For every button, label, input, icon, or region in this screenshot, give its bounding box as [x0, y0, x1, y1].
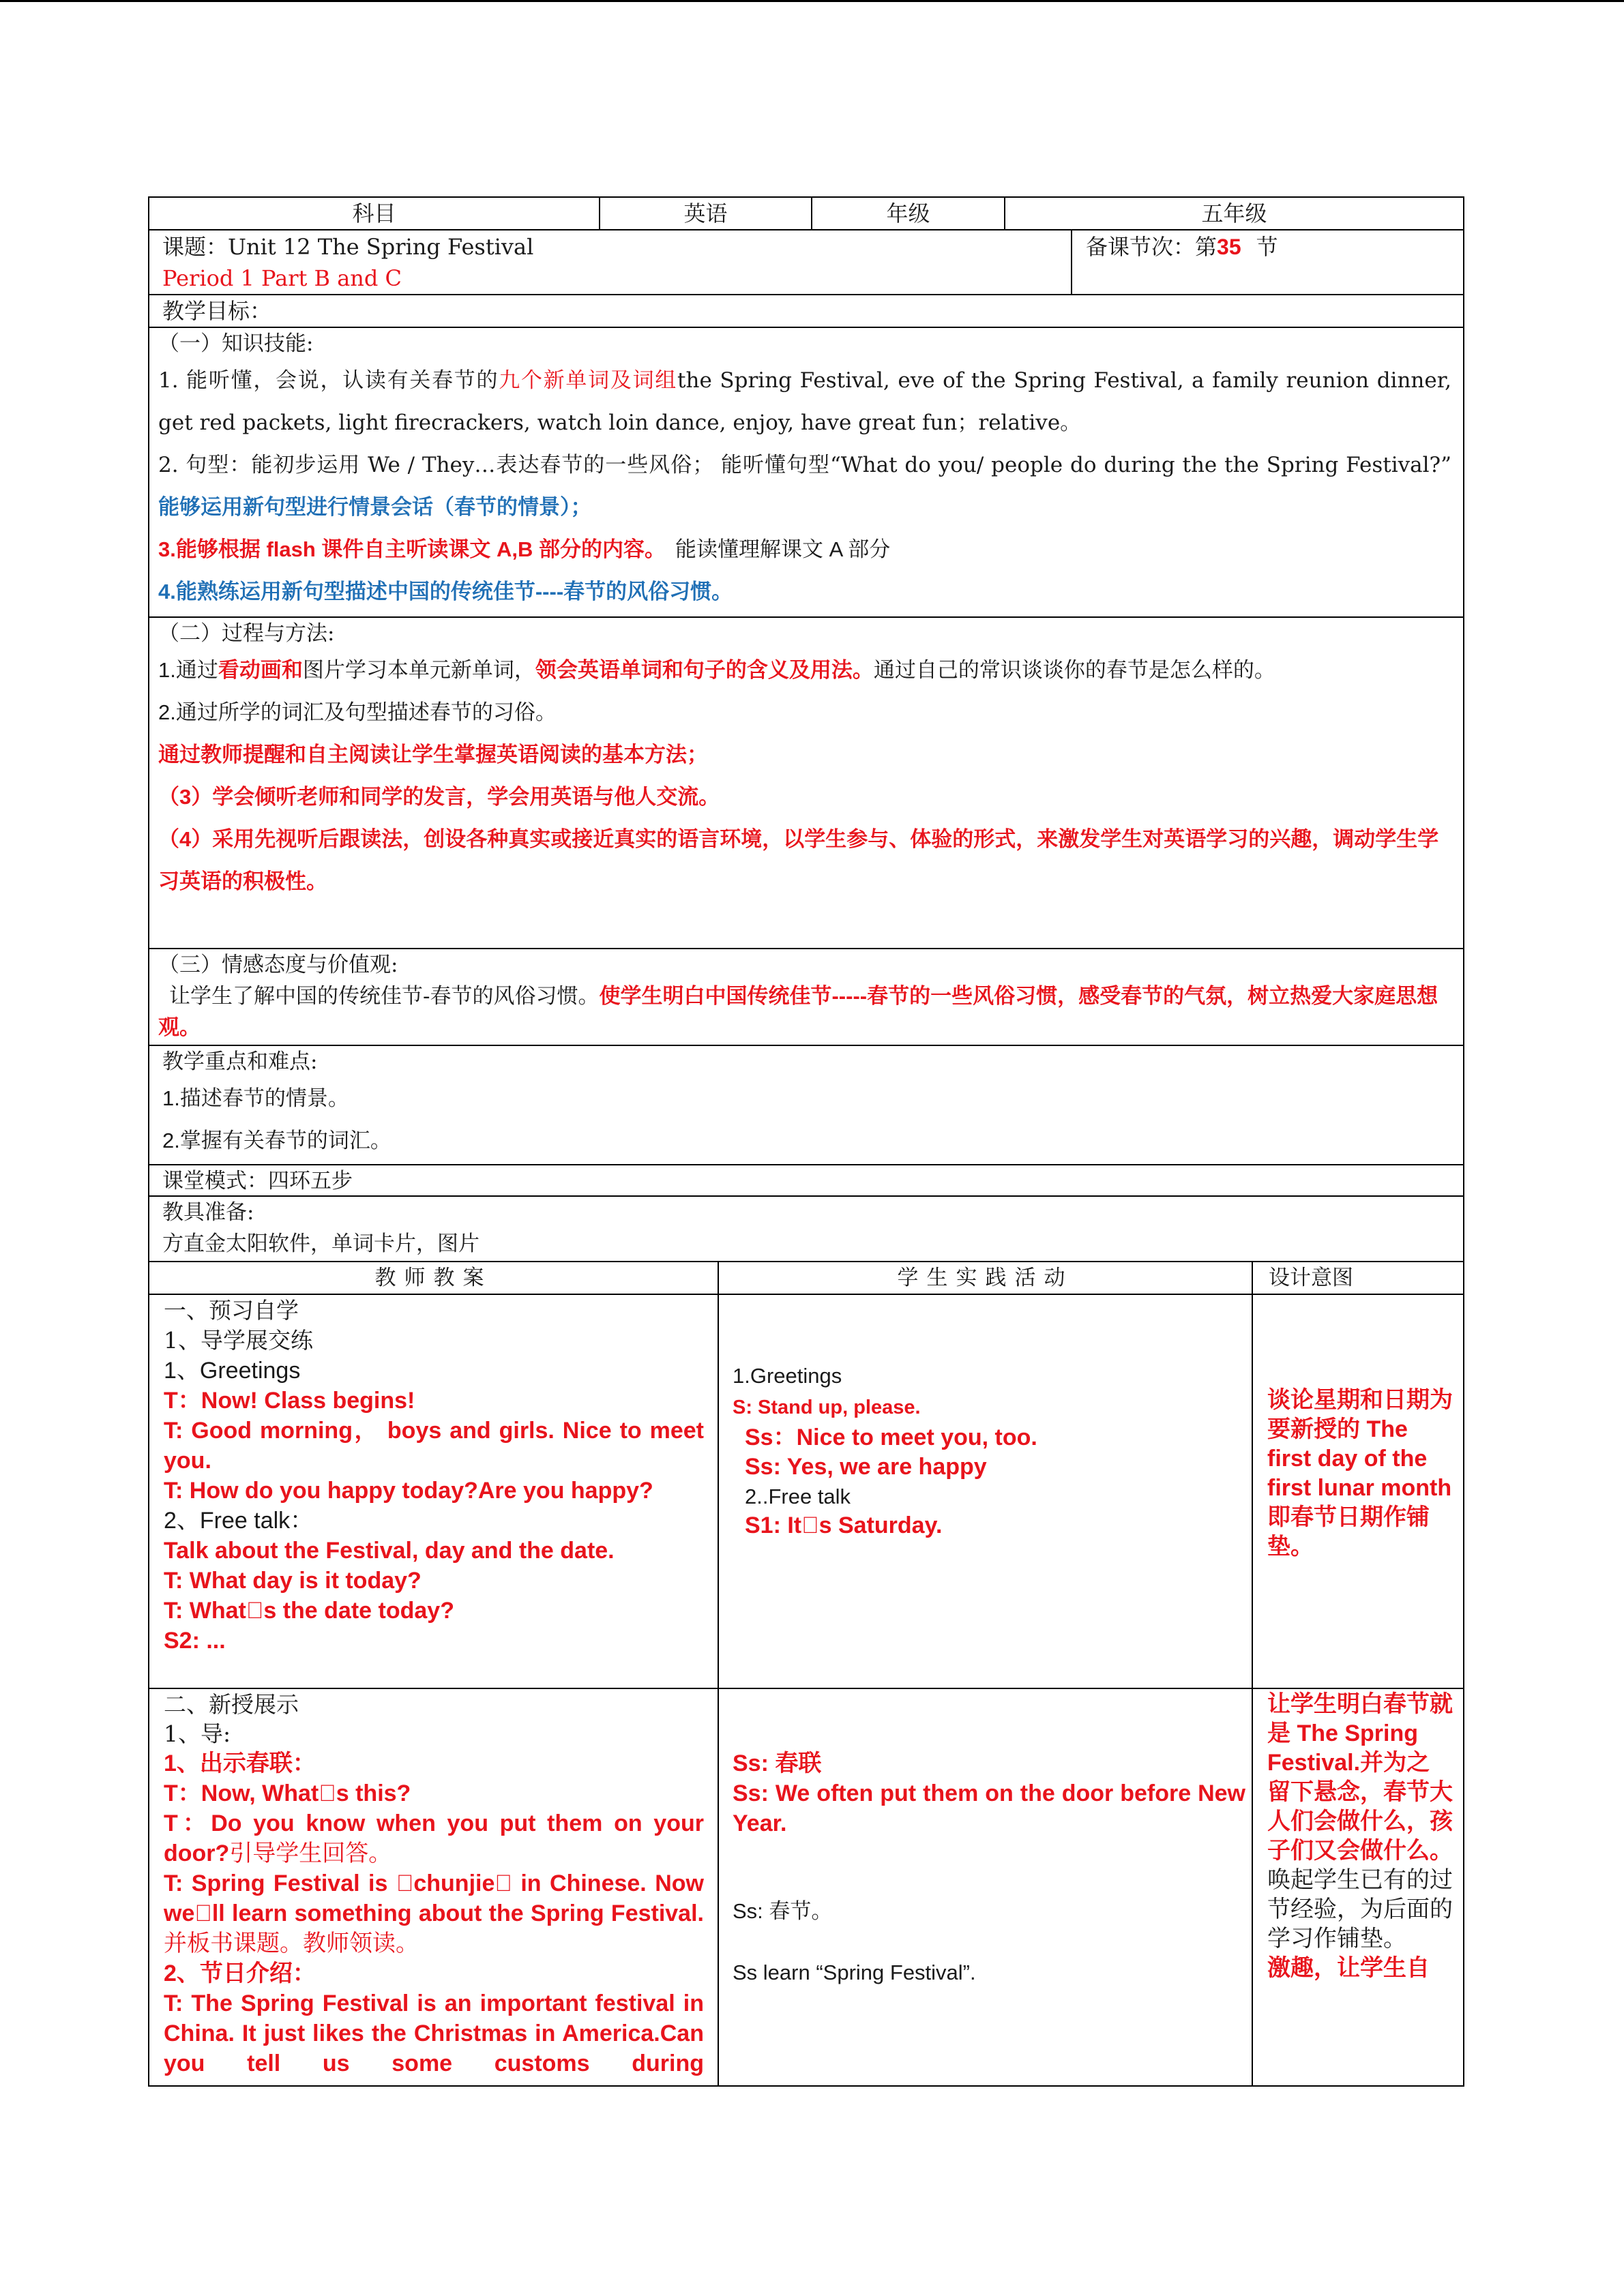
row-a-line: Talk about the Festival, day and the date.: [164, 1538, 615, 1564]
row-a-student-line: Ss：Nice to meet you, too.: [745, 1425, 1037, 1450]
subject-value: 英语: [683, 200, 728, 226]
row-b-design-highlight: 让学生明白春节就是 The Spring Festival.并为之留下悬念，春节大人们会做什么，孩子们又会做什么。: [1267, 1691, 1453, 1864]
knowledge-heading: （一）知识技能:: [158, 331, 314, 356]
attitude-text: 让学生了解中国的传统佳节-春节的风俗习惯。使学生明白中国传统佳节-----春节的一些风俗习惯，感受春节的气氛，树立热爱大家庭思想观。: [158, 984, 1438, 1039]
key-points-heading: 教学重点和难点:: [162, 1049, 318, 1074]
lesson-count-unit: 节: [1256, 234, 1278, 260]
top-border: [0, 0, 1624, 2]
row-a-student-free-talk: 2..Free talk: [745, 1485, 851, 1508]
process-item-2: 2.通过所学的词汇及句型描述春节的习俗。: [158, 700, 557, 724]
grid-line: [1463, 196, 1464, 2087]
row-a-line: T: What􀀀s the date today?: [164, 1598, 454, 1624]
lesson-topic: [162, 231, 1063, 294]
teaching-goals-heading: 教学目标：: [162, 298, 272, 324]
grade-label: 年级: [886, 200, 930, 226]
subject-label: 科目: [352, 200, 396, 226]
row-b-line: T: The Spring Festival is an important festival in China. It just likes the Christmas in America.Can you tell us some customs during: [164, 1991, 704, 2076]
process-item-4: （3）学会倾听老师和同学的发言，学会用英语与他人交流。: [158, 785, 720, 809]
row-b-line: 1、出示春联：: [164, 1750, 316, 1776]
row-b-design-tail: 激趣，让学生自: [1267, 1955, 1430, 1981]
row-b-student-line: Ss: We often put them on the door before New Year.: [733, 1780, 1245, 1836]
row-a-heading: 一、预习自学: [164, 1297, 299, 1324]
grid-line: [148, 196, 149, 2087]
grid-line: [718, 1261, 719, 2087]
row-b-heading: 二、新授展示: [164, 1691, 299, 1718]
row-a-student-line: S1: It􀀀s Saturday.: [745, 1512, 943, 1538]
row-a-student: [733, 1360, 1244, 1540]
row-a-student-line: S: Stand up, please.: [733, 1397, 921, 1418]
attitude-heading: （三）情感态度与价值观:: [158, 953, 398, 977]
teaching-aids-text: 方直金太阳软件，单词卡片，图片: [162, 1232, 479, 1256]
process-item-1: 1.通过看动画和图片学习本单元新单词，领会英语单词和句子的含义及用法。通过自己的常识谈谈你的春节是怎么样的。: [158, 658, 1275, 682]
lesson-count: [1086, 231, 1461, 263]
attitude-section: [158, 949, 1451, 1043]
process-heading: （二）过程与方法:: [158, 621, 335, 646]
row-b-student-line: Ss learn “Spring Festival”.: [733, 1960, 976, 1984]
row-a-teacher: [164, 1296, 704, 1656]
row-a-line: T: What day is it today?: [164, 1568, 422, 1594]
grid-line: [148, 1688, 1464, 1689]
row-a-line: T: How do you happy today?Are you happy?: [164, 1478, 653, 1504]
row-b-line: T：Now, What􀀀s this?: [164, 1780, 411, 1806]
row-a-subheading: 1、导学展交练: [164, 1327, 313, 1354]
lesson-period: Period 1 Part B and C: [162, 265, 402, 291]
knowledge-item-3: 3.能够根据 flash 课件自主听读课文 A,B 部分的内容。 能读懂理解课文 A 部分: [158, 537, 891, 561]
key-points-section: [162, 1046, 1445, 1162]
knowledge-item-2: 2. 句型：能初步运用 We / They…表达春节的一些风俗； 能听懂句型“What do you/ people do during the the Spring Festival?” 能够运用新句型进行情景会话（春节的情景）；: [158, 453, 1451, 519]
row-a-line: T: Good morning， boys and girls. Nice to meet you.: [164, 1418, 704, 1474]
teaching-aids-heading: 教具准备:: [162, 1200, 254, 1225]
row-b-line: T：Do you know when you put them on your door?引导学生回答。: [164, 1810, 704, 1866]
row-b-design-text: 唤起学生已有的过节经验，为后面的学习作铺垫。: [1267, 1867, 1453, 1952]
knowledge-section: [158, 328, 1451, 613]
row-a-student-greetings: 1.Greetings: [733, 1364, 842, 1388]
row-a-student-line: Ss: Yes, we are happy: [745, 1454, 987, 1480]
row-a-greetings: 1、Greetings: [164, 1358, 301, 1384]
row-b-student: [733, 1748, 1245, 1988]
lesson-count-label: 备课节次：第: [1086, 234, 1217, 260]
lesson-title: 课题：Unit 12 The Spring Festival: [162, 234, 534, 260]
key-point-1: 1.描述春节的情景。: [162, 1086, 349, 1110]
teaching-aids: [162, 1197, 1445, 1259]
row-b-subheading: 1、导:: [164, 1720, 231, 1747]
row-a-design: 谈论星期和日期为要新授的 The first day of the first lunar month 即春节日期作铺垫。: [1267, 1387, 1453, 1560]
grid-line: [148, 2085, 1464, 2087]
lesson-count-number: 35: [1217, 235, 1241, 259]
knowledge-item-4: 4.能熟练运用新句型描述中国的传统佳节----春节的风俗习惯。: [158, 580, 733, 603]
row-a-line: T：Now! Class begins!: [164, 1388, 415, 1414]
grid-line: [148, 229, 1464, 230]
row-b-student-line: Ss: 春节。: [733, 1899, 833, 1923]
row-b-teacher: [164, 1690, 704, 2078]
row-b-line: 2、节日介绍：: [164, 1960, 316, 1986]
grid-line: [1252, 1261, 1253, 2087]
key-point-2: 2.掌握有关春节的词汇。: [162, 1129, 392, 1152]
grade-value: 五年级: [1201, 200, 1267, 226]
row-b-line: T: Spring Festival is 􀀀chunjie􀀀 in Chinese. Now we􀀀ll learn something about the Spring Festival.并板书课题。教师领读。: [164, 1870, 704, 1956]
column-teacher-plan: 教师教案: [374, 1266, 492, 1290]
process-item-3: 通过教师提醒和自主阅读让学生掌握英语阅读的基本方法；: [158, 743, 708, 766]
row-b-design: [1267, 1690, 1453, 1983]
row-b-student-line: Ss: 春联: [733, 1750, 822, 1776]
grid-line: [1071, 229, 1072, 294]
grid-line: [148, 1294, 1464, 1295]
row-a-line: S2: ...: [164, 1628, 226, 1654]
row-a-free-talk: 2、Free talk：: [164, 1508, 314, 1534]
process-section: [158, 618, 1451, 903]
process-item-5: （4）采用先视听后跟读法，创设各种真实或接近真实的语言环境，以学生参与、体验的形式，来激发学生对英语学习的兴趣，调动学生学习英语的积极性。: [158, 827, 1439, 893]
column-design-intent: 设计意图: [1269, 1266, 1353, 1290]
column-student-activity: 学生实践活动: [897, 1266, 1074, 1290]
class-mode: 课堂模式：四环五步: [162, 1169, 353, 1193]
knowledge-item-1: 1. 能听懂，会说，认读有关春节的九个新单词及词组the Spring Festival, eve of the Spring Festival, a family reunion dinner, get red packets, light firecrackers, watch loin dance, enjoy, have great fun；relative。: [158, 368, 1452, 435]
